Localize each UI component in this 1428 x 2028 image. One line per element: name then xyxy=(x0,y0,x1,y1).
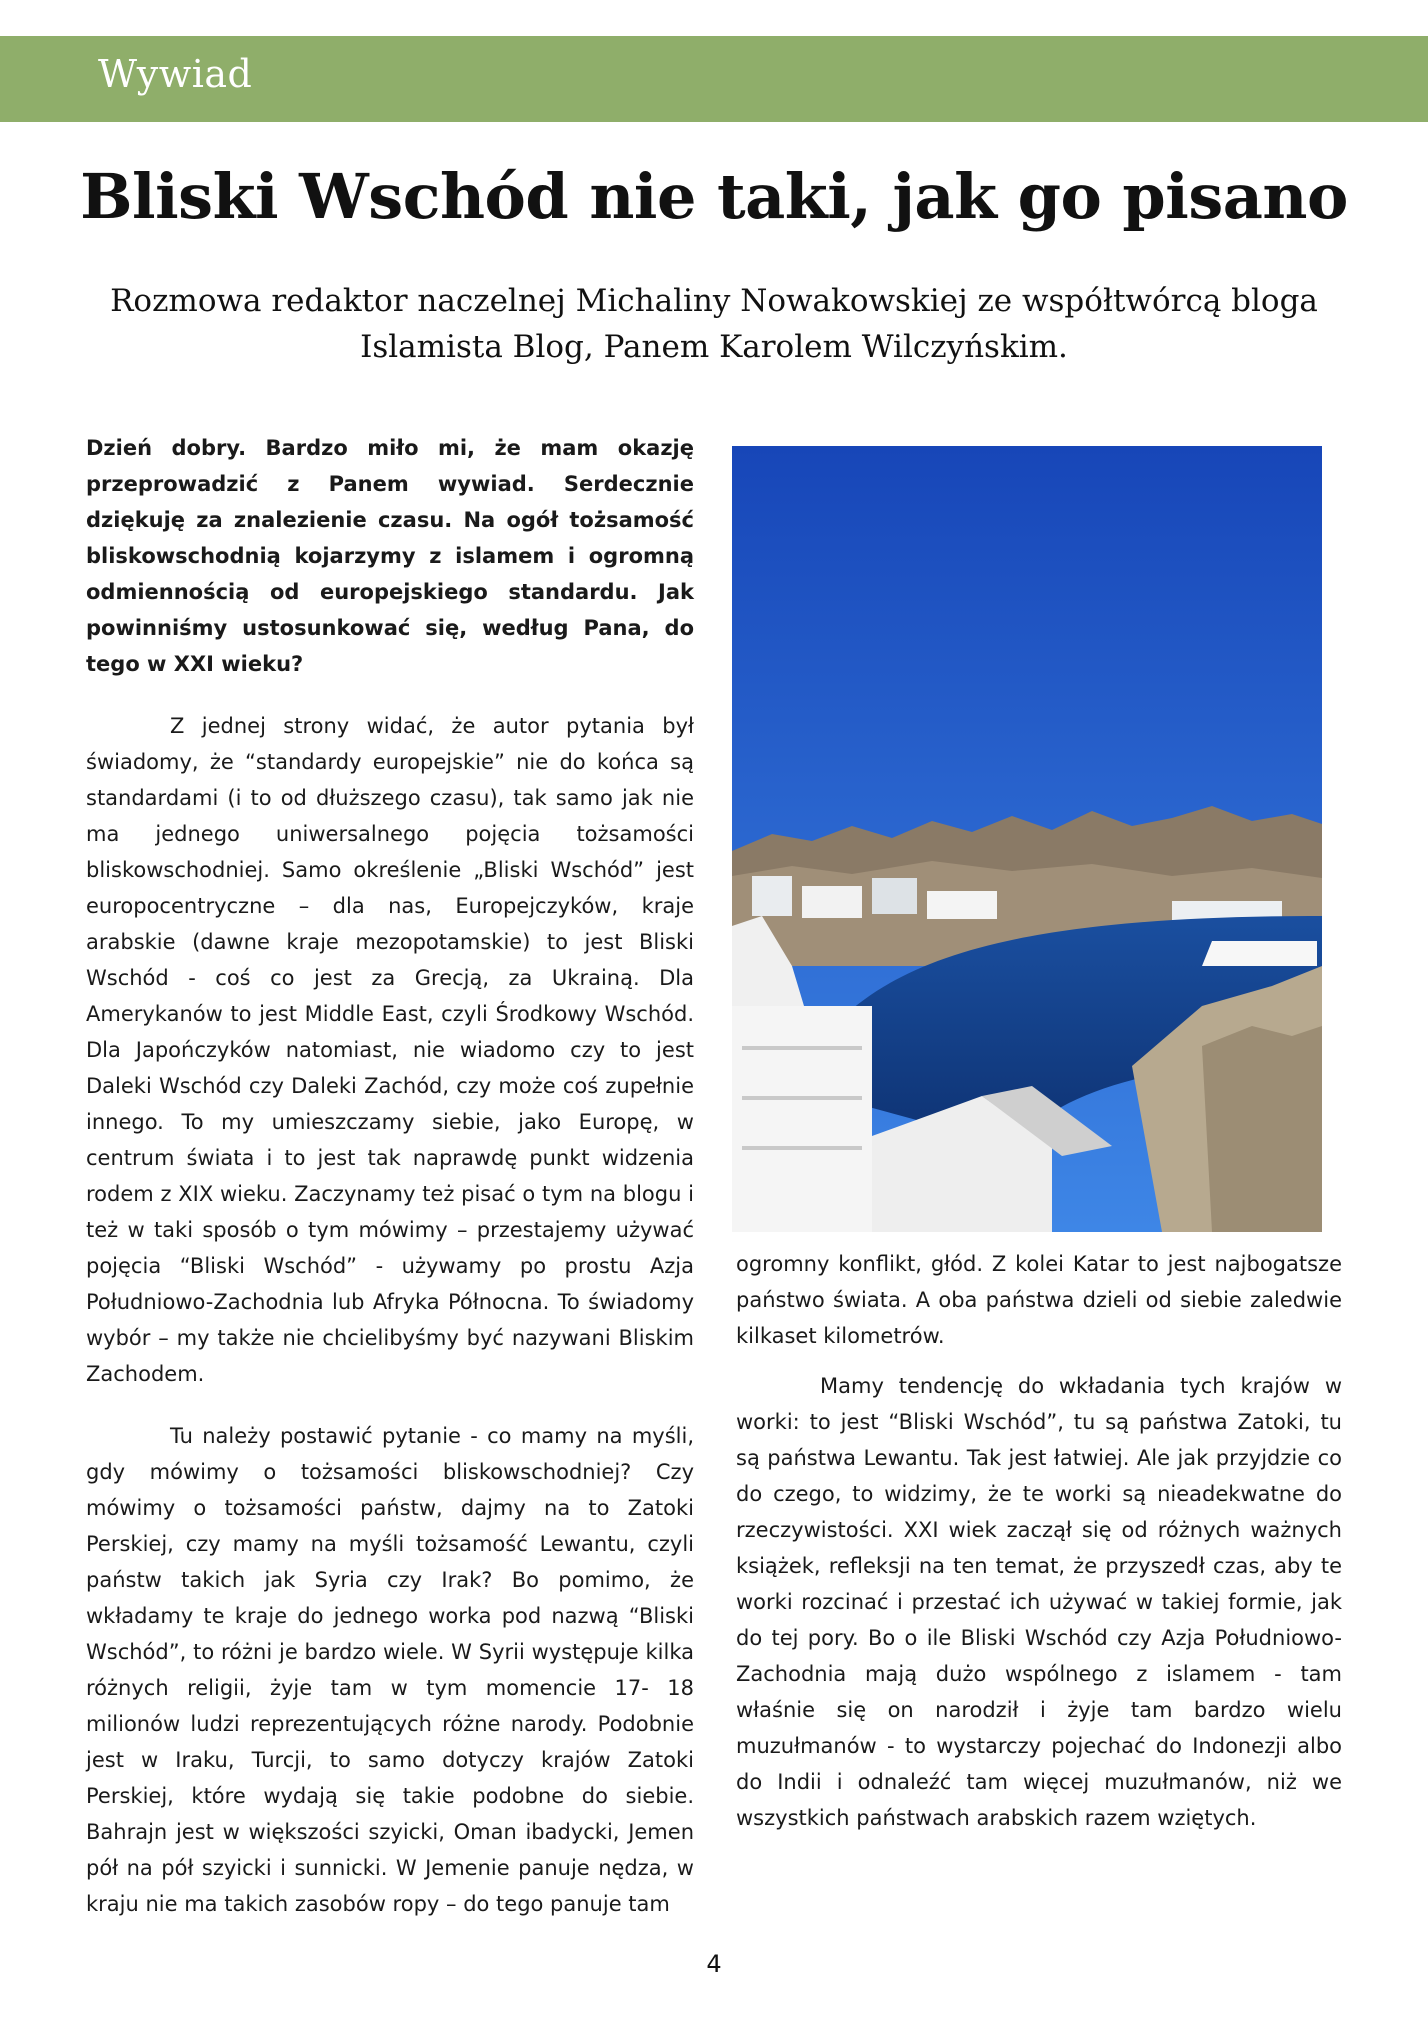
answer-paragraph: Tu należy postawić pytanie - co mamy na myśli, gdy mówimy o tożsamości bliskowschodniej? Czy mówimy o tożsamości państw, dajmy na to Zatoki Perskiej, czy mamy na myśli tożsamość Lewantu, czyli państw takich jak Syria czy Irak? Bo pomimo, że wkładamy te kraje do jednego worka pod nazwą “Bliski Wschód”, to różni je bardzo wiele. W Syrii występuje kilka różnych religii, żyje tam w tym momencie 17- 18 milionów ludzi reprezentujących różne narody. Podobnie jest w Iraku, Turcji, to samo dotyczy krajów Zatoki Perskiej, które wydają się takie podobne do siebie. Bahrajn jest w większości szyicki, Oman ibadycki, Jemen pół na pół szyicki i sunnicki. W Jemenie panuje nędza, w kraju nie ma takich zasobów ropy – do tego panuje tam xyxy=(86,1424,694,1916)
answer-paragraph: Mamy tendencję do wkładania tych krajów w worki: to jest “Bliski Wschód”, tu są państwa Zatoki, tu są państwa Lewantu. Tak jest łatwiej. Ale jak przyjdzie co do czego, to widzimy, że te worki są nieadekwatne do rzeczywistości. XXI wiek zaczął się od różnych ważnych książek, refleksji na ten temat, że przyszedł czas, aby te worki rozcinać i przestać ich używać w takiej formie, jak do tej pory. Bo o ile Bliski Wschód czy Azja Południowo-Zachodnia mają dużo wspólnego z islamem - tam właśnie się on narodził i żyje tam bardzo wielu muzułmanów - to wystarczy pojechać do Indonezji albo do Indii i odnaleźć tam więcej muzułmanów, niż we wszystkich państwach arabskich razem wziętych. xyxy=(736,1374,1342,1830)
section-header-bar xyxy=(0,36,1428,122)
right-column xyxy=(736,1246,1342,1862)
harbor-photo xyxy=(732,446,1322,1232)
left-column xyxy=(86,430,694,1948)
answer-paragraph: Z jednej strony widać, że autor pytania był świadomy, że “standardy europejskie” nie do końca są standardami (i to od dłuższego czasu), tak samo jak nie ma jednego uniwersalnego pojęcia tożsamości bliskowschodniej. Samo określenie „Bliski Wschód” jest europocentryczne – dla nas, Europejczyków, kraje arabskie (dawne kraje mezopotamskie) to jest Bliski Wschód - coś co jest za Grecją, za Ukrainą. Dla Amerykanów to jest Middle East, czyli Środkowy Wschód. Dla Japończyków natomiast, nie wiadomo czy to jest Daleki Wschód czy Daleki Zachód, czy może coś zupełnie innego. To my umieszczamy siebie, jako Europę, w centrum świata i to jest tak naprawdę punkt widzenia rodem z XIX wieku. Zaczynamy też pisać o tym na blogu i też w taki sposób o tym mówimy – przestajemy używać pojęcia “Bliski Wschód” - używamy po prostu Azja Południowo-Zachodnia lub Afryka Północna. To świadomy wybór – my także nie chcielibyśmy być nazywani Bliskim Zachodem. xyxy=(86,714,694,1386)
ship xyxy=(1202,941,1317,966)
article-title: Bliski Wschód nie taki, jak go pisano xyxy=(80,160,1348,233)
white-apartment-block xyxy=(732,1006,872,1232)
page-number: 4 xyxy=(706,1950,722,1978)
building xyxy=(872,878,917,914)
building xyxy=(927,891,997,919)
building xyxy=(802,886,862,918)
section-label: Wywiad xyxy=(98,52,253,96)
harbor-photo-illustration xyxy=(732,446,1322,1232)
building xyxy=(752,876,792,916)
interview-question: Dzień dobry. Bardzo miło mi, że mam okazję przeprowadzić z Panem wywiad. Serdecznie dziękuję za znalezienie czasu. Na ogół tożsamość bliskowschodnią kojarzymy z islamem i ogromną odmiennością od europejskiego standardu. Jak powinniśmy ustosunkować się, według Pana, do tego w XXI wieku? xyxy=(86,436,694,676)
article-subtitle: Rozmowa redaktor naczelnej Michaliny Nowakowskiej ze współtwórcą bloga Islamista Blog, Panem Karolem Wilczyńskim. xyxy=(110,283,1318,365)
answer-paragraph: ogromny konflikt, głód. Z kolei Katar to jest najbogatsze państwo świata. A oba państwa dzieli od siebie zaledwie kilkaset kilometrów. xyxy=(736,1252,1342,1348)
